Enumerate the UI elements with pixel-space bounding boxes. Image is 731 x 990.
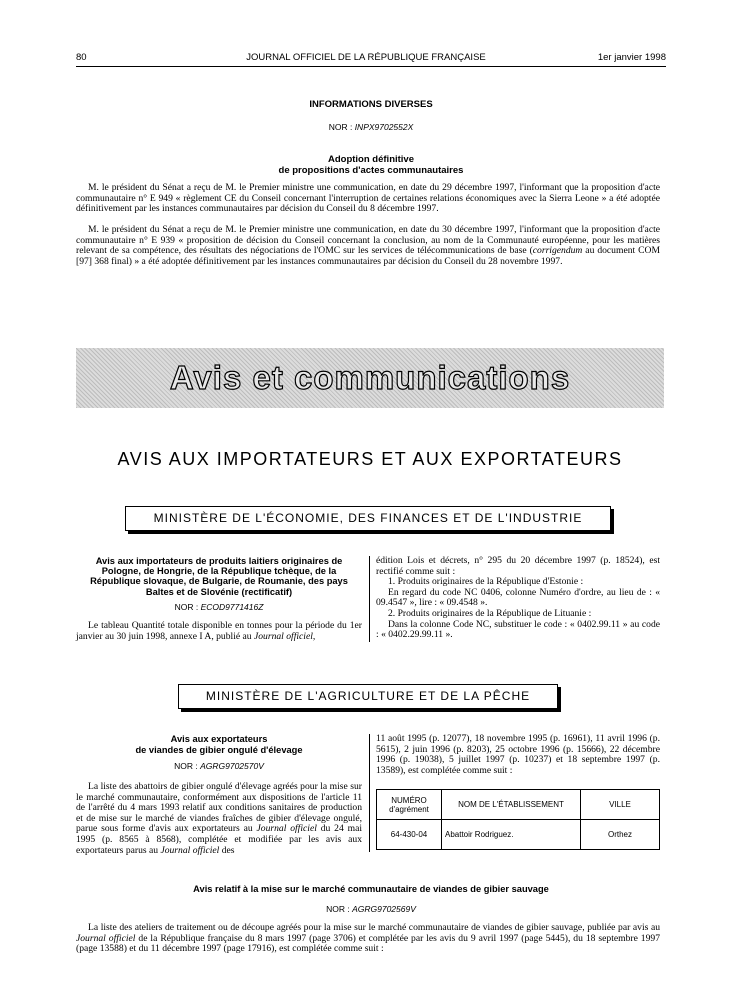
nor-value: AGRG9702569V [352, 904, 416, 914]
nor-label: NOR : [328, 122, 353, 132]
laitiers-right-paragraph-5: Dans la colonne Code NC, substituer le code : « 0402.99.11 » au code : « 0402.29.99.11 ». [376, 618, 660, 641]
banner-title: Avis et communications [169, 359, 571, 396]
informations-title-line-2: de propositions d'actes communautaires [278, 165, 464, 176]
sauvage-paragraph: La liste des ateliers de traitement ou de découpe agréés pour la mise sur le marché communautaire de viandes de gibier sauvage, publiée par avis au Journal officiel de la République française du 8 mars 1997 (page 3706) et complétée par les avis du 9 avril 1997 (page 5445), du 18 septembre 1997 (page 13588) et du 11 décembre 1997 (page 17916), est complétée comme suit : [76, 922, 660, 955]
journal-title: JOURNAL OFFICIEL DE LA RÉPUBLIQUE FRANÇAISE [246, 52, 486, 63]
header-rule [76, 66, 666, 67]
gibier-title [76, 734, 362, 755]
informations-paragraph-2: M. le président du Sénat a reçu de M. le Premier ministre une communication, en date du 30 décembre 1997, l'informant que la proposition d'acte communautaire n° E 939 « proposition de décision du Conseil concernant la conclusion, au nom de la Communauté européenne, pour les matières relevant de sa compétence, des résultats des négociations de l'OMC sur les services de télécommunications de base (corrigendum au document COM [97] 368 final) » a été adoptée définitivement par les instances communautaires par décision du Conseil du 28 novembre 1997. [76, 224, 660, 267]
nor-label: NOR : [326, 904, 350, 914]
table-header-row [377, 790, 660, 820]
laitiers-right-paragraph-4: 2. Produits originaires de la République de Lituanie : [388, 607, 592, 619]
informations-heading: INFORMATIONS DIVERSES [309, 99, 433, 110]
laitiers-right-paragraph-2: 1. Produits originaires de la République d'Estonie : [388, 576, 584, 588]
sauvage-title: Avis relatif à la mise sur le marché communautaire de viandes de gibier sauvage [193, 884, 549, 894]
nor-label: NOR : [174, 602, 199, 612]
nor-value: INPX9702552X [354, 122, 414, 132]
table-row [377, 820, 660, 850]
laitiers-title: Avis aux importateurs de produits laitiers originaires de Pologne, de Hongrie, de la République tchèque, de la République slovaque, de Bulgarie, de Roumanie, des pays Baltes et de Slovénie (rectificatif) [90, 556, 348, 597]
table-header-ville: VILLE [581, 790, 660, 820]
informations-nor [76, 122, 666, 132]
informations-title-line-1: Adoption définitive [327, 154, 415, 165]
informations-title [76, 154, 666, 176]
agrement-table [376, 789, 660, 850]
sauvage-nor [76, 904, 666, 914]
nor-value: AGRG9702570V [200, 761, 264, 771]
header-date: 1er janvier 1998 [597, 52, 666, 63]
gibier-paragraph-right: 11 août 1995 (p. 12077), 18 novembre 1995 (p. 16961), 11 avril 1996 (p. 5615), 2 juin 1996 (p. 8203), 25 octobre 1996 (p. 15666), 22 décembre 1996 (p. 19038), 5 juillet 1997 (p. 10237) et 18 septembre 1997 (p. 13589), est complétée comme suit : [376, 733, 660, 776]
laitiers-right-paragraph-1: édition Lois et décrets, n° 295 du 20 décembre 1997 (p. 18524), est rectifié comme suit : [376, 555, 660, 577]
column-rule [369, 556, 370, 642]
table-cell-nom: Abattoir Rodriguez. [442, 820, 581, 850]
table-cell-ville: Orthez [581, 820, 660, 850]
gibier-title-line-2: de viandes de gibier ongulé d'élevage [135, 744, 303, 755]
nor-value: ECOD9771416Z [200, 602, 264, 612]
section-title: AVIS AUX IMPORTATEURS ET AUX EXPORTATEURS [117, 449, 623, 469]
page-number: 80 [76, 52, 87, 63]
table-header-numero: NUMÉRO d'agrément [377, 790, 442, 820]
gibier-title-line-1: Avis aux exportateurs [170, 734, 268, 744]
nor-label: NOR : [174, 761, 198, 771]
laitiers-right-paragraph-3: En regard du code NC 0406, colonne Numéro d'ordre, au lieu de : « 09.4547 », lire : « 09.4548 ». [376, 586, 660, 609]
table-cell-numero: 64-430-04 [377, 820, 442, 850]
laitiers-nor [76, 602, 362, 612]
ministry-economie-box: MINISTÈRE DE L'ÉCONOMIE, DES FINANCES ET DE L'INDUSTRIE [125, 506, 611, 531]
laitiers-right-column [376, 556, 660, 641]
gibier-nor [76, 761, 362, 771]
laitiers-paragraph-left: Le tableau Quantité totale disponible en tonnes pour la période du 1er janvier au 30 juin 1998, annexe I A, publié au Journal officiel, [76, 620, 362, 642]
gibier-paragraph-left: La liste des abattoirs de gibier ongulé d'élevage agréés pour la mise sur le marché communautaire, conformément aux dispositions de l'article 11 de l'arrêté du 4 mars 1993 relatif aux conditions sanitaires de production et de mise sur le marché de viandes fraîches de gibier d'élevage ongulé, parue sous forme d'avis aux exportateurs au Journal officiel du 24 mai 1995 (p. 8565 à 8568), complétée et modifiée par les avis aux exportateurs parus au Journal officiel des [76, 781, 362, 856]
informations-paragraph-1: M. le président du Sénat a reçu de M. le Premier ministre une communication, en date du 29 décembre 1997, l'informant que la proposition d'acte communautaire n° E 949 « règlement CE du Conseil concernant l'interruption de certaines relations économiques avec la Sierra Leone » a été adoptée définitivement par les instances communautaires par décision du Conseil du 8 décembre 1997. [76, 182, 660, 215]
ministry-agriculture-box: MINISTÈRE DE L'AGRICULTURE ET DE LA PÊCHE [178, 684, 558, 709]
table-header-nom: NOM DE L'ÉTABLISSEMENT [442, 790, 581, 820]
column-rule [369, 734, 370, 852]
